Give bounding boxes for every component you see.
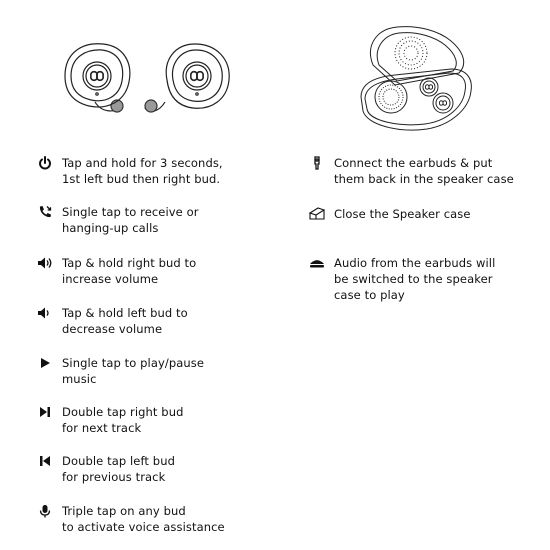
instruction-text: Tap and hold for 3 seconds, 1st left bud then right bud. bbox=[62, 156, 223, 186]
case-close-icon bbox=[308, 206, 326, 222]
instruction-text: Audio from the earbuds will be switched to the speaker case to play bbox=[334, 256, 496, 302]
instruction-voice-assistant bbox=[36, 503, 225, 535]
speaker-case-illustration bbox=[355, 25, 475, 135]
instruction-volume-down bbox=[36, 305, 188, 337]
instruction-volume-up bbox=[36, 255, 196, 287]
next-track-icon bbox=[36, 404, 54, 420]
instruction-previous-track bbox=[36, 453, 175, 485]
instruction-text: Connect the earbuds & put them back in the speaker case bbox=[334, 156, 514, 186]
phone-icon bbox=[36, 204, 54, 220]
previous-track-icon bbox=[36, 453, 54, 469]
right-earbud-drawing bbox=[145, 44, 229, 112]
instruction-text: Triple tap on any bud to activate voice assistance bbox=[62, 504, 225, 534]
instruction-connect-earbuds bbox=[308, 155, 514, 187]
instruction-close-case bbox=[308, 206, 471, 222]
instruction-speaker-audio bbox=[308, 255, 495, 303]
instruction-calls bbox=[36, 204, 199, 236]
instruction-power-on bbox=[36, 155, 223, 187]
volume-up-icon bbox=[36, 255, 54, 271]
left-earbud-drawing bbox=[65, 44, 130, 112]
earbud-icon bbox=[308, 155, 326, 171]
instruction-text: Double tap left bud for previous track bbox=[62, 454, 175, 484]
instruction-text: Single tap to play/pause music bbox=[62, 356, 205, 386]
play-icon bbox=[36, 355, 54, 371]
instruction-text: Single tap to receive or hanging-up calls bbox=[62, 205, 199, 235]
volume-down-icon bbox=[36, 305, 54, 321]
microphone-icon bbox=[36, 503, 54, 519]
instruction-text: Tap & hold right bud to increase volume bbox=[62, 256, 197, 286]
power-icon bbox=[36, 155, 54, 171]
instruction-text: Close the Speaker case bbox=[334, 207, 471, 221]
instruction-text: Tap & hold left bud to decrease volume bbox=[62, 306, 188, 336]
instruction-text: Double tap right bud for next track bbox=[62, 405, 184, 435]
instruction-next-track bbox=[36, 404, 183, 436]
speaker-icon bbox=[308, 255, 326, 271]
earbuds-illustration bbox=[55, 30, 245, 130]
instruction-play-pause bbox=[36, 355, 204, 387]
